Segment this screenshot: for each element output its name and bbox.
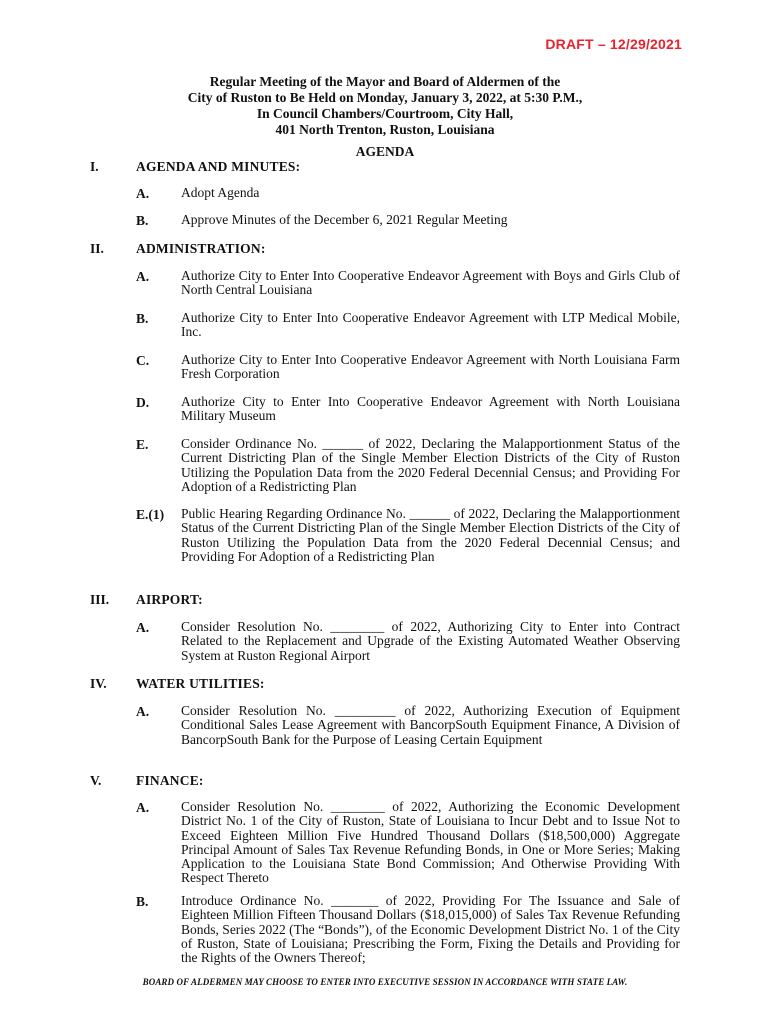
item-letter: C. (136, 353, 150, 368)
item-text: Authorize City to Enter Into Cooperative Endeavor Agreement with LTP Medical Mobile, Inc. (181, 310, 680, 340)
executive-session-notice: BOARD OF ALDERMEN MAY CHOOSE TO ENTER INTO EXECUTIVE SESSION IN ACCORDANCE WITH STATE LAW. (142, 977, 628, 987)
item-letter: A. (136, 269, 150, 284)
item-text: Authorize City to Enter Into Cooperative Endeavor Agreement with North Louisiana Farm Fresh Corporation (181, 352, 680, 382)
item-letter: A. (136, 704, 150, 719)
item-letter: B. (136, 311, 149, 326)
item-letter: D. (136, 395, 150, 410)
item-letter: A. (136, 186, 150, 201)
item-text: Introduce Ordinance No. _______ of 2022, Providing For The Issuance and Sale of Eighteen Million Fifteen Thousand Dollars ($18,015,000) of Sales Tax Revenue Refunding Bonds, Series 2022 (The “Bonds”), of the Economic Development District No. 1 of the City of Ruston, State of Louisiana; Prescribing the Form, Fixing the Details and Providing for the Rights of the Owners Thereof; (181, 893, 680, 966)
item-letter: A. (136, 620, 150, 635)
item-letter: A. (136, 800, 150, 815)
item-letter: B. (136, 213, 149, 228)
section-title: ADMINISTRATION: (136, 241, 266, 256)
item-text: Consider Resolution No. ________ of 2022, Authorizing the Economic Development District No. 1 of the City of Ruston, State of Louisiana to Incur Debt and to Issue Not to Exceed Eighteen Million Five Hundred Thousand Dollars ($18,500,000) Aggregate Principal Amount of Sales Tax Revenue Refunding Bonds, in One or More Series; Making Application to the Louisiana State Bond Commission; And Otherwise Providing With Respect Thereto (181, 799, 680, 886)
section-numeral: II. (90, 241, 104, 256)
section-title: AGENDA AND MINUTES: (136, 159, 301, 174)
section-numeral: V. (90, 773, 102, 788)
item-letter: E. (136, 437, 149, 452)
section-title: AIRPORT: (136, 592, 203, 607)
item-text: Consider Resolution No. _________ of 2022, Authorizing Execution of Equipment Conditional Sales Lease Agreement with BancorpSouth Equipment Finance, A Division of BancorpSouth Bank for the Purpose of Leasing Certain Equipment (181, 703, 680, 747)
item-text: Public Hearing Regarding Ordinance No. ______ of 2022, Declaring the Malapportionment Status of the Current Districting Plan of the Single Member Election Districts of the City of Ruston Utilizing the Population Data from the 2020 Federal Decennial Census; and Providing For Adoption of a Redistricting Plan (181, 506, 680, 564)
section-numeral: III. (90, 592, 110, 607)
section-title: WATER UTILITIES: (136, 676, 265, 691)
section-title: FINANCE: (136, 773, 204, 788)
section-numeral: I. (90, 159, 99, 174)
agenda-title: AGENDA (355, 144, 415, 159)
draft-stamp: DRAFT – 12/29/2021 (545, 36, 682, 52)
item-text: Approve Minutes of the December 6, 2021 Regular Meeting (181, 212, 508, 227)
header-line: In Council Chambers/Courtroom, City Hall, (256, 106, 514, 121)
item-letter: E.(1) (136, 507, 165, 522)
item-text: Consider Ordinance No. ______ of 2022, Declaring the Malapportionment Status of the Current Districting Plan of the Single Member Election Districts of the City of Ruston Utilizing the Population Data from the 2020 Federal Decennial Census; and Providing For Adoption of a Redistricting Plan (181, 436, 680, 494)
header-line: City of Ruston to Be Held on Monday, January 3, 2022, at 5:30 P.M., (187, 90, 583, 105)
item-letter: B. (136, 894, 149, 909)
item-text: Authorize City to Enter Into Cooperative Endeavor Agreement with Boys and Girls Club of North Central Louisiana (181, 268, 680, 298)
header-line: 401 North Trenton, Ruston, Louisiana (275, 122, 495, 137)
item-text: Adopt Agenda (181, 185, 260, 200)
item-text: Consider Resolution No. ________ of 2022, Authorizing City to Enter into Contract Related to the Replacement and Upgrade of the Existing Automated Weather Observing System at Ruston Regional Airport (181, 619, 680, 663)
item-text: Authorize City to Enter Into Cooperative Endeavor Agreement with North Louisiana Military Museum (181, 394, 680, 424)
section-numeral: IV. (90, 676, 107, 691)
meeting-header (90, 74, 680, 138)
header-line: Regular Meeting of the Mayor and Board of Aldermen of the (209, 74, 561, 89)
